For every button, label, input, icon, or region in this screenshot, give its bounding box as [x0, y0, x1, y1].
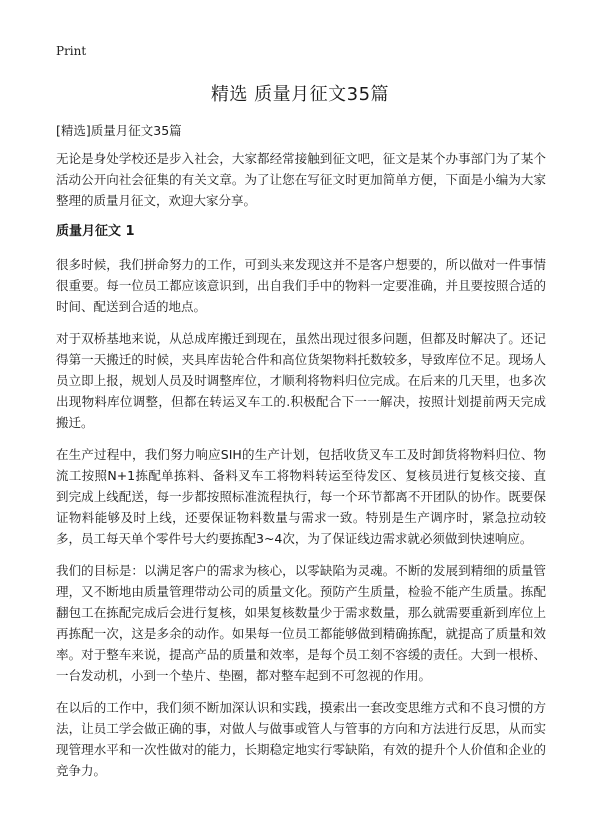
body-paragraph: 对于双桥基地来说，从总成库搬迁到现在，虽然出现过很多问题，但都及时解决了。还记得第一天搬迁的时候，夹具库齿轮合件和高位货架物料托数较多，导致库位不足。现场人员立即上报，规划人员及时调整库位，才顺利将物料归位完成。在后来的几天里，也多次出现物料库位调整，但都在转运叉车工的.积极配合下一一解决，按照计划提前两天完成搬迁。 — [56, 331, 546, 430]
body-paragraph: 很多时候，我们拼命努力的工作，可到头来发现这并不是客户想要的，所以做对一件事情很重要。每一位员工都应该意识到，出自我们手中的物料一定要准确，并且要按照合适的时间、配送到合适的地点。 — [56, 257, 546, 314]
body-paragraph: 在生产过程中，我们努力响应SIH的生产计划，包括收货叉车工及时卸货将物料归位、物流工按照N+1拣配单拣料、备料叉车工将物料转运至待发区、复核员进行复核交接、直到完成上线配送，每一步都按照标准流程执行，每一个环节都离不开团队的协作。既要保证物料能够及时上线，还要保证物料数量与需求一致。特别是生产调序时，紧急拉动较多，员工每天单个零件号大约要拣配3~4次，为了保证线边需求就必须做到快速响应。 — [56, 447, 546, 546]
document-body — [56, 148, 546, 792]
intro-paragraph: 无论是身处学校还是步入社会，大家都经常接触到征文吧，征文是某个办事部门为了某个活动公开向社会征集的有关文章。为了让您在写征文时更加简单方便，下面是小编为大家整理的质量月征文，欢迎大家分享。 — [56, 151, 546, 208]
document-title: 精选 质量月征文35篇 — [210, 84, 390, 105]
body-paragraph: 我们的目标是：以满足客户的需求为核心，以零缺陷为灵魂。不断的发展到精细的质量管理，又不断地由质量管理带动公司的质量文化。预防产生质量，检验不能产生质量。拣配翻包工在拣配完成后会进行复核，如果复核数量少于需求数量，那么就需要重新到库位上再拣配一次，这是多余的动作。如果每一位员工都能够做到精确拣配，就提高了质量和效率。对于整车来说，提高产品的质量和效率，是每个员工刻不容缓的责任。大到一根桥、一台发动机，小到一个垫片、垫圈，都对整车起到不可忽视的作用。 — [56, 563, 546, 683]
body-paragraph: 在以后的工作中，我们须不断加深认识和实践，摸索出一套改变思维方式和不良习惯的方法，让员工学会做正确的事，对做人与做事或管人与管事的方向和方法进行反思，从而实现管理水平和一次性做对的能力，长期稳定地实行零缺陷，有效的提升个人价值和企业的竞争力。 — [56, 700, 546, 778]
section-heading: 质量月征文 1 — [56, 224, 135, 239]
print-link[interactable]: Print — [56, 44, 87, 58]
document-subtitle: [精选]质量月征文35篇 — [56, 123, 182, 138]
